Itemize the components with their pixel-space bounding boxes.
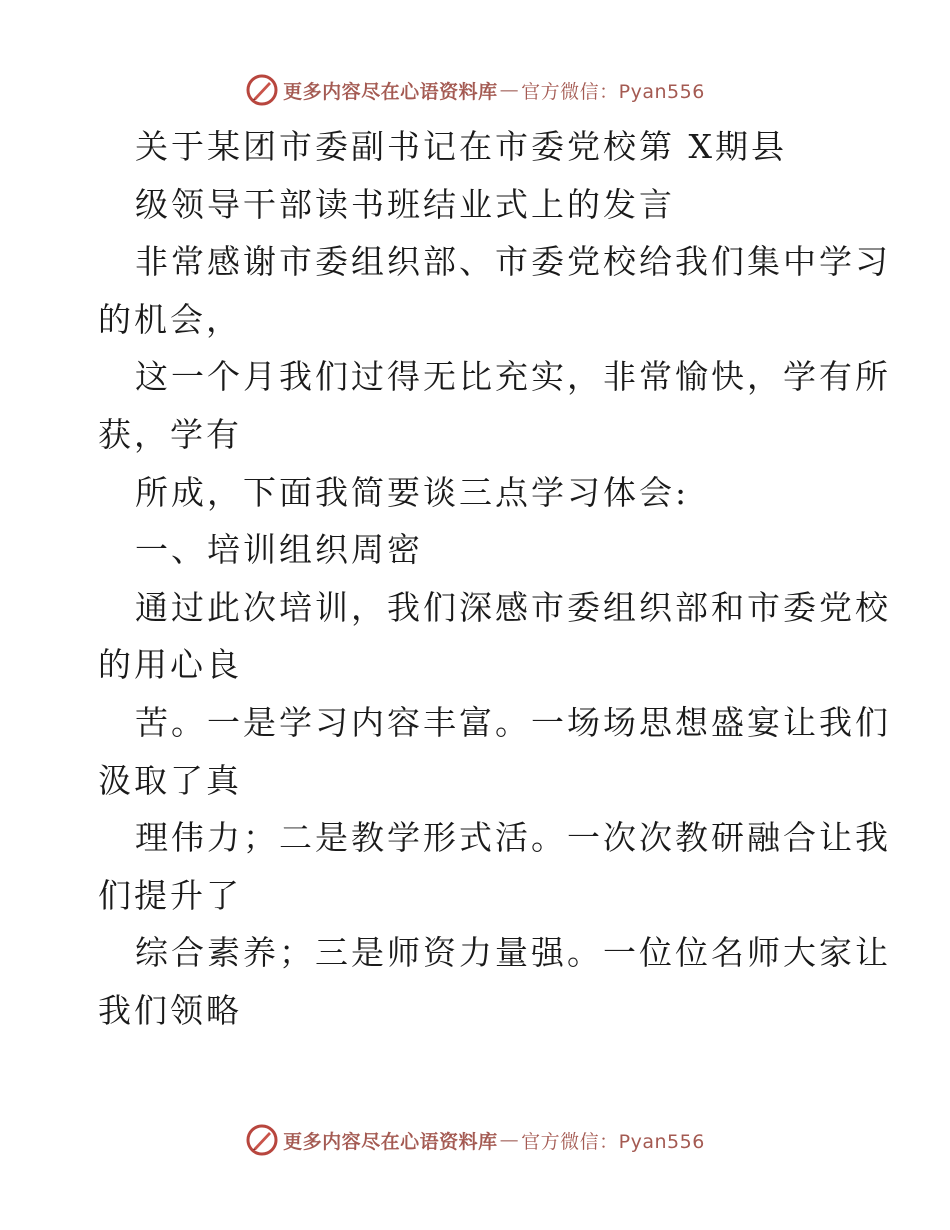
quill-logo-icon (245, 1123, 279, 1157)
text-line: 我们领略 (98, 990, 242, 1030)
text-line: 们提升了 (98, 875, 242, 915)
text-line: 所成，下面我简要谈三点学习体会: (135, 472, 690, 512)
quill-logo-icon (245, 73, 279, 107)
text-line: 理伟力；二是教学形式活。一次次教研融合让我 (135, 818, 891, 858)
watermark-suffix: 官方微信：Pyan556 (521, 1130, 705, 1153)
text-line: 苦。一是学习内容丰富。一场场思想盛宴让我们 (135, 702, 891, 742)
text-line: 通过此次培训，我们深感市委组织部和市委党校 (135, 587, 891, 627)
text-line: 的机会， (98, 299, 242, 339)
text-line: 的用心良 (98, 645, 242, 685)
text-line: 级领导干部读书班结业式上的发言 (135, 184, 675, 224)
header-watermark (0, 70, 950, 110)
section-heading: 一、培训组织周密 (135, 530, 423, 570)
watermark-text: 更多内容尽在心语资料库 (283, 80, 498, 103)
watermark-suffix: 官方微信：Pyan556 (521, 80, 705, 103)
text-line: 获，学有 (98, 414, 242, 454)
text-line: 综合素养；三是师资力量强。一位位名师大家让 (135, 933, 891, 973)
document-body (98, 118, 891, 1040)
footer-watermark (0, 1120, 950, 1160)
watermark-text: 更多内容尽在心语资料库 (283, 1130, 498, 1153)
watermark-separator: — (499, 1129, 520, 1151)
text-line: 非常感谢市委组织部、市委党校给我们集中学习 (135, 242, 891, 282)
text-line: 这一个月我们过得无比充实，非常愉快，学有所 (135, 357, 891, 397)
text-line: 汲取了真 (98, 760, 242, 800)
watermark-separator: — (499, 79, 520, 101)
text-line: 关于某团市委副书记在市委党校第 X期县 (135, 127, 787, 166)
